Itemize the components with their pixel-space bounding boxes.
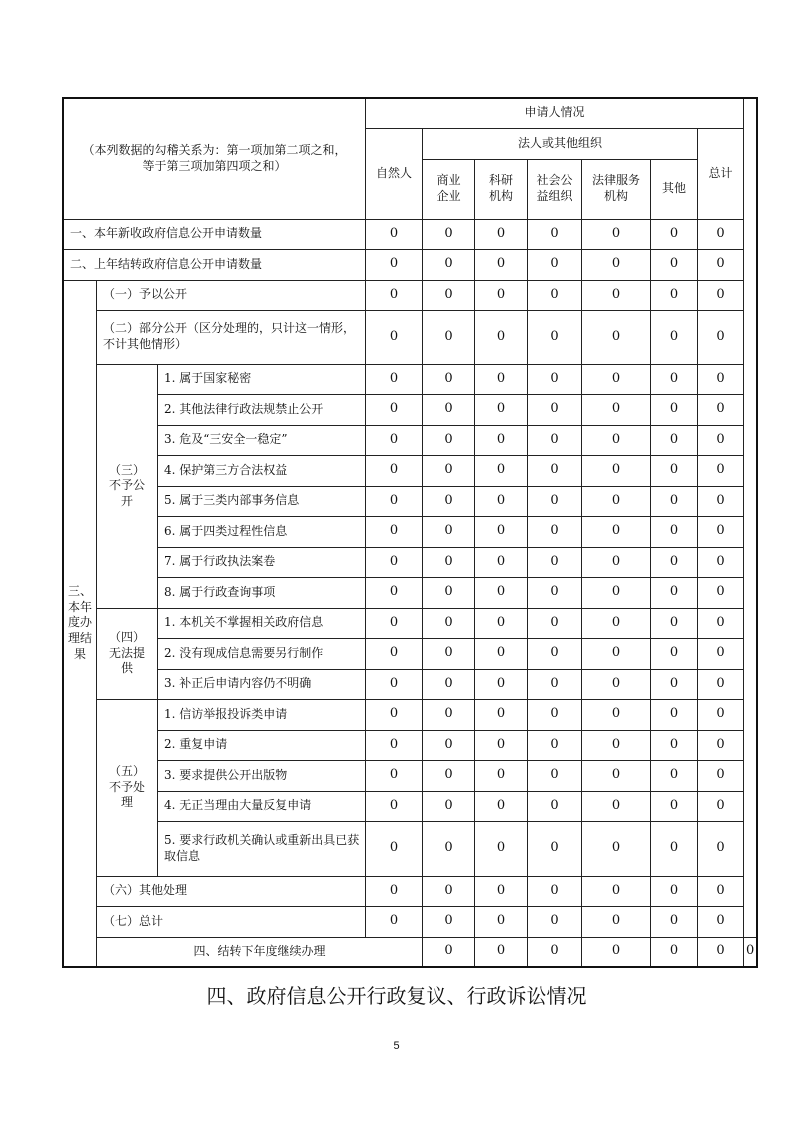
cell-value: 0 — [582, 455, 651, 486]
row-label: 5. 属于三类内部事务信息 — [158, 486, 366, 516]
header-other: 其他 — [651, 159, 698, 219]
cell-value: 0 — [475, 760, 528, 791]
cell-value: 0 — [475, 821, 528, 876]
cell-value: 0 — [423, 669, 475, 699]
cell-value: 0 — [423, 364, 475, 394]
row-label: 一、本年新收政府信息公开申请数量 — [63, 219, 366, 249]
group-label-3-3: （三）不予公开 — [97, 364, 158, 608]
cell-value: 0 — [423, 516, 475, 547]
header-note: （本列数据的勾稽关系为：第一项加第二项之和，等于第三项加第四项之和） — [63, 98, 366, 219]
cell-value: 0 — [582, 821, 651, 876]
row-label: 四、结转下年度继续办理 — [97, 937, 423, 967]
cell-value: 0 — [528, 249, 582, 280]
row-label: 2. 没有现成信息需要另行制作 — [158, 638, 366, 669]
cell-value: 0 — [651, 791, 698, 821]
cell-value: 0 — [698, 577, 744, 608]
cell-value: 0 — [582, 730, 651, 760]
header-total: 总计 — [698, 128, 744, 219]
cell-value: 0 — [651, 638, 698, 669]
cell-value: 0 — [582, 364, 651, 394]
row-label: （一）予以公开 — [97, 280, 366, 310]
cell-value: 0 — [423, 876, 475, 906]
row-label: 1. 信访举报投诉类申请 — [158, 699, 366, 730]
cell-value: 0 — [423, 937, 475, 967]
cell-value: 0 — [423, 394, 475, 425]
cell-value: 0 — [651, 364, 698, 394]
cell-value: 0 — [475, 937, 528, 967]
cell-value: 0 — [698, 455, 744, 486]
cell-value: 0 — [698, 791, 744, 821]
cell-value: 0 — [366, 730, 423, 760]
cell-value: 0 — [582, 280, 651, 310]
cell-value: 0 — [651, 577, 698, 608]
cell-value: 0 — [698, 425, 744, 455]
cell-value: 0 — [423, 425, 475, 455]
cell-value: 0 — [528, 608, 582, 638]
cell-value: 0 — [698, 669, 744, 699]
page-number: 5 — [393, 1040, 400, 1052]
cell-value: 0 — [366, 577, 423, 608]
cell-value: 0 — [651, 876, 698, 906]
cell-value: 0 — [366, 821, 423, 876]
cell-value: 0 — [651, 937, 698, 967]
cell-value: 0 — [651, 730, 698, 760]
cell-value: 0 — [582, 937, 651, 967]
cell-value: 0 — [582, 516, 651, 547]
cell-value: 0 — [423, 821, 475, 876]
cell-value: 0 — [423, 219, 475, 249]
cell-value: 0 — [528, 577, 582, 608]
cell-value: 0 — [528, 547, 582, 577]
cell-value: 0 — [698, 608, 744, 638]
cell-value: 0 — [475, 608, 528, 638]
cell-value: 0 — [698, 547, 744, 577]
cell-value: 0 — [423, 280, 475, 310]
cell-value: 0 — [366, 906, 423, 937]
cell-value: 0 — [366, 280, 423, 310]
cell-value: 0 — [475, 394, 528, 425]
cell-value: 0 — [698, 730, 744, 760]
cell-value: 0 — [423, 249, 475, 280]
cell-value: 0 — [698, 280, 744, 310]
cell-value: 0 — [528, 937, 582, 967]
cell-value: 0 — [475, 730, 528, 760]
cell-value: 0 — [528, 730, 582, 760]
cell-value: 0 — [528, 669, 582, 699]
row-label: 7. 属于行政执法案卷 — [158, 547, 366, 577]
cell-value: 0 — [366, 516, 423, 547]
row-label: 2. 重复申请 — [158, 730, 366, 760]
cell-value: 0 — [528, 760, 582, 791]
cell-value: 0 — [423, 310, 475, 364]
cell-value: 0 — [366, 547, 423, 577]
cell-value: 0 — [423, 547, 475, 577]
cell-value: 0 — [528, 486, 582, 516]
cell-value: 0 — [528, 394, 582, 425]
header-research: 科研机构 — [475, 159, 528, 219]
cell-value: 0 — [475, 876, 528, 906]
cell-value: 0 — [582, 219, 651, 249]
cell-value: 0 — [582, 876, 651, 906]
cell-value: 0 — [423, 791, 475, 821]
cell-value: 0 — [582, 547, 651, 577]
cell-value: 0 — [423, 608, 475, 638]
cell-value: 0 — [366, 486, 423, 516]
header-enterprise: 商业企业 — [423, 159, 475, 219]
cell-value: 0 — [698, 821, 744, 876]
cell-value: 0 — [475, 699, 528, 730]
cell-value: 0 — [582, 699, 651, 730]
cell-value: 0 — [528, 364, 582, 394]
cell-value: 0 — [528, 455, 582, 486]
cell-value: 0 — [582, 425, 651, 455]
cell-value: 0 — [651, 280, 698, 310]
cell-value: 0 — [582, 608, 651, 638]
row-label: （六）其他处理 — [97, 876, 366, 906]
cell-value: 0 — [475, 364, 528, 394]
cell-value: 0 — [651, 425, 698, 455]
cell-value: 0 — [582, 669, 651, 699]
cell-value: 0 — [698, 486, 744, 516]
cell-value: 0 — [366, 364, 423, 394]
cell-value: 0 — [582, 760, 651, 791]
group-label-3: 三、本年度办理结果 — [63, 280, 97, 967]
cell-value: 0 — [582, 310, 651, 364]
row-label: 1. 本机关不掌握相关政府信息 — [158, 608, 366, 638]
cell-value: 0 — [582, 486, 651, 516]
cell-value: 0 — [698, 516, 744, 547]
cell-value: 0 — [475, 310, 528, 364]
cell-value: 0 — [698, 249, 744, 280]
cell-value: 0 — [651, 760, 698, 791]
cell-value: 0 — [475, 516, 528, 547]
row-label: （七）总计 — [97, 906, 366, 937]
cell-value: 0 — [528, 906, 582, 937]
cell-value: 0 — [528, 821, 582, 876]
cell-value: 0 — [475, 577, 528, 608]
cell-value: 0 — [582, 394, 651, 425]
cell-value: 0 — [528, 516, 582, 547]
cell-value: 0 — [528, 699, 582, 730]
cell-value: 0 — [698, 394, 744, 425]
cell-value: 0 — [698, 760, 744, 791]
cell-value: 0 — [528, 219, 582, 249]
cell-value: 0 — [423, 577, 475, 608]
cell-value: 0 — [698, 364, 744, 394]
row-label: 1. 属于国家秘密 — [158, 364, 366, 394]
cell-value: 0 — [582, 791, 651, 821]
cell-value: 0 — [651, 486, 698, 516]
cell-value: 0 — [423, 455, 475, 486]
cell-value: 0 — [366, 791, 423, 821]
cell-value: 0 — [651, 310, 698, 364]
cell-value: 0 — [475, 219, 528, 249]
cell-value: 0 — [651, 249, 698, 280]
cell-value: 0 — [528, 425, 582, 455]
cell-value: 0 — [698, 638, 744, 669]
cell-value: 0 — [651, 455, 698, 486]
cell-value: 0 — [475, 249, 528, 280]
statistics-table — [62, 97, 758, 968]
group-label-3-4: （四）无法提供 — [97, 608, 158, 699]
cell-value: 0 — [366, 876, 423, 906]
cell-value: 0 — [475, 455, 528, 486]
cell-value: 0 — [651, 821, 698, 876]
cell-value: 0 — [698, 699, 744, 730]
cell-value: 0 — [582, 638, 651, 669]
cell-value: 0 — [366, 310, 423, 364]
section-heading: 四、政府信息公开行政复议、行政诉讼情况 — [206, 984, 587, 1008]
cell-value: 0 — [651, 608, 698, 638]
row-label: 3. 要求提供公开出版物 — [158, 760, 366, 791]
cell-value: 0 — [651, 219, 698, 249]
header-applicant: 申请人情况 — [366, 98, 744, 128]
cell-value: 0 — [698, 219, 744, 249]
row-label: 3. 补正后申请内容仍不明确 — [158, 669, 366, 699]
cell-value: 0 — [475, 547, 528, 577]
cell-value: 0 — [698, 876, 744, 906]
cell-value: 0 — [366, 425, 423, 455]
cell-value: 0 — [475, 280, 528, 310]
header-social: 社会公益组织 — [528, 159, 582, 219]
cell-value: 0 — [423, 638, 475, 669]
cell-value: 0 — [651, 906, 698, 937]
row-label: 4. 无正当理由大量反复申请 — [158, 791, 366, 821]
group-label-3-5: （五）不予处理 — [97, 699, 158, 876]
cell-value: 0 — [582, 906, 651, 937]
cell-value: 0 — [475, 791, 528, 821]
cell-value: 0 — [698, 937, 744, 967]
cell-value: 0 — [366, 638, 423, 669]
cell-value: 0 — [528, 876, 582, 906]
cell-value: 0 — [528, 791, 582, 821]
cell-value: 0 — [651, 516, 698, 547]
cell-value: 0 — [698, 310, 744, 364]
cell-value: 0 — [744, 937, 758, 967]
cell-value: 0 — [582, 577, 651, 608]
cell-value: 0 — [651, 699, 698, 730]
row-label: 3. 危及“三安全一稳定” — [158, 425, 366, 455]
cell-value: 0 — [366, 249, 423, 280]
cell-value: 0 — [698, 906, 744, 937]
cell-value: 0 — [528, 638, 582, 669]
row-label: 4. 保护第三方合法权益 — [158, 455, 366, 486]
row-label: 2. 其他法律行政法规禁止公开 — [158, 394, 366, 425]
header-natural-person: 自然人 — [366, 128, 423, 219]
header-legal-group: 法人或其他组织 — [423, 128, 698, 159]
cell-value: 0 — [423, 486, 475, 516]
cell-value: 0 — [651, 547, 698, 577]
cell-value: 0 — [528, 310, 582, 364]
cell-value: 0 — [366, 455, 423, 486]
header-legal-service: 法律服务机构 — [582, 159, 651, 219]
cell-value: 0 — [366, 394, 423, 425]
cell-value: 0 — [366, 219, 423, 249]
cell-value: 0 — [651, 394, 698, 425]
cell-value: 0 — [651, 669, 698, 699]
cell-value: 0 — [475, 425, 528, 455]
row-label: 5. 要求行政机关确认或重新出具已获取信息 — [158, 821, 366, 876]
cell-value: 0 — [475, 638, 528, 669]
cell-value: 0 — [366, 669, 423, 699]
row-label: 6. 属于四类过程性信息 — [158, 516, 366, 547]
row-label: 二、上年结转政府信息公开申请数量 — [63, 249, 366, 280]
cell-value: 0 — [423, 699, 475, 730]
cell-value: 0 — [366, 608, 423, 638]
cell-value: 0 — [423, 906, 475, 937]
cell-value: 0 — [475, 669, 528, 699]
cell-value: 0 — [528, 280, 582, 310]
row-label: （二）部分公开（区分处理的，只计这一情形，不计其他情形） — [97, 310, 366, 364]
cell-value: 0 — [366, 699, 423, 730]
cell-value: 0 — [475, 906, 528, 937]
row-label: 8. 属于行政查询事项 — [158, 577, 366, 608]
cell-value: 0 — [423, 760, 475, 791]
cell-value: 0 — [582, 249, 651, 280]
cell-value: 0 — [423, 730, 475, 760]
cell-value: 0 — [366, 760, 423, 791]
cell-value: 0 — [475, 486, 528, 516]
